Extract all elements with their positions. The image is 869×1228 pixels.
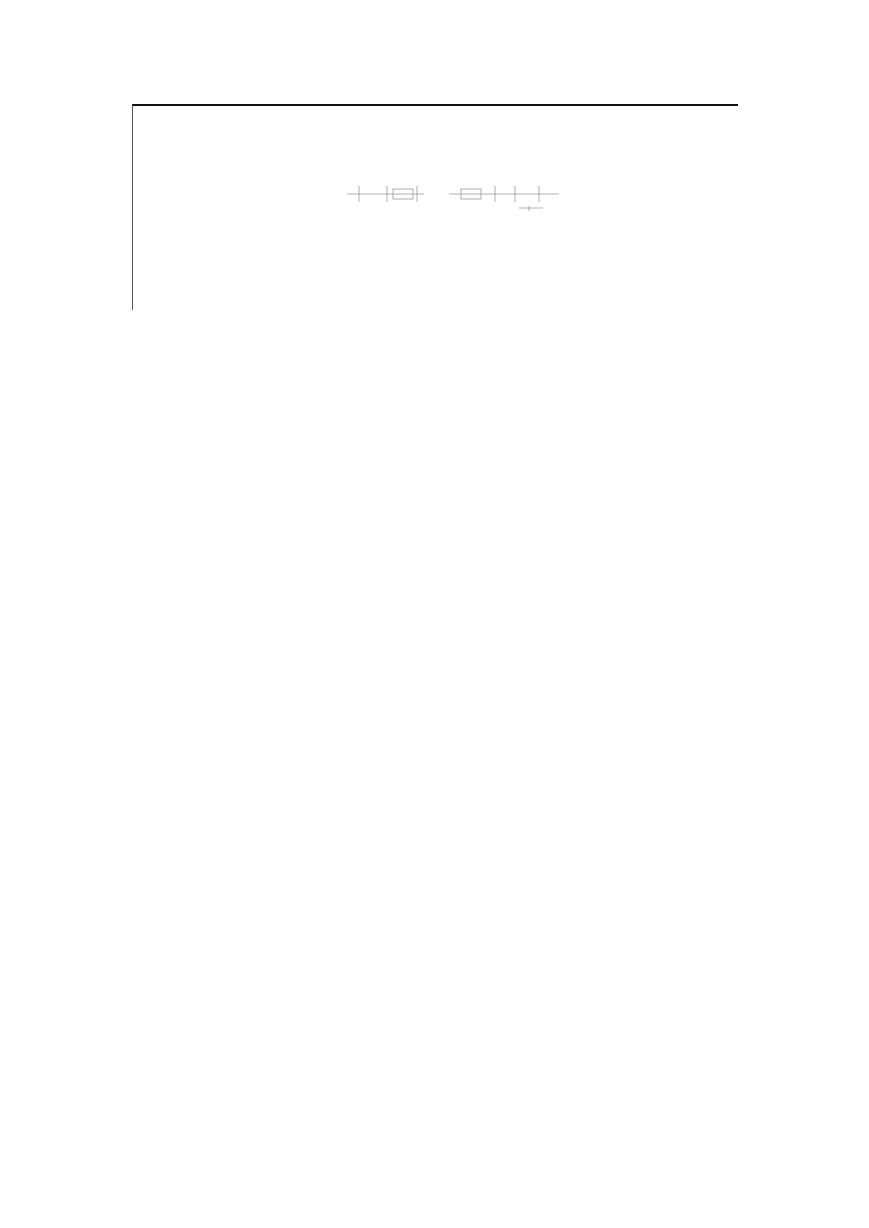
table-row [338,258,506,275]
table-cell [338,258,380,275]
table-row [338,275,506,292]
blackboard-figure [132,104,738,310]
table-cell [422,258,464,275]
table-cell [422,275,464,292]
table-cell [464,258,506,275]
table-cell [380,275,422,292]
dehydration-equation-diagram [329,180,559,230]
table-cell [464,275,506,292]
document-page [132,103,738,312]
table-cell [422,292,464,309]
table-cell [380,258,422,275]
table-cell [338,275,380,292]
table-row [338,292,506,309]
table-cell [380,292,422,309]
table-cell [464,292,506,309]
board-calc-table [338,258,506,309]
table-cell [338,292,380,309]
